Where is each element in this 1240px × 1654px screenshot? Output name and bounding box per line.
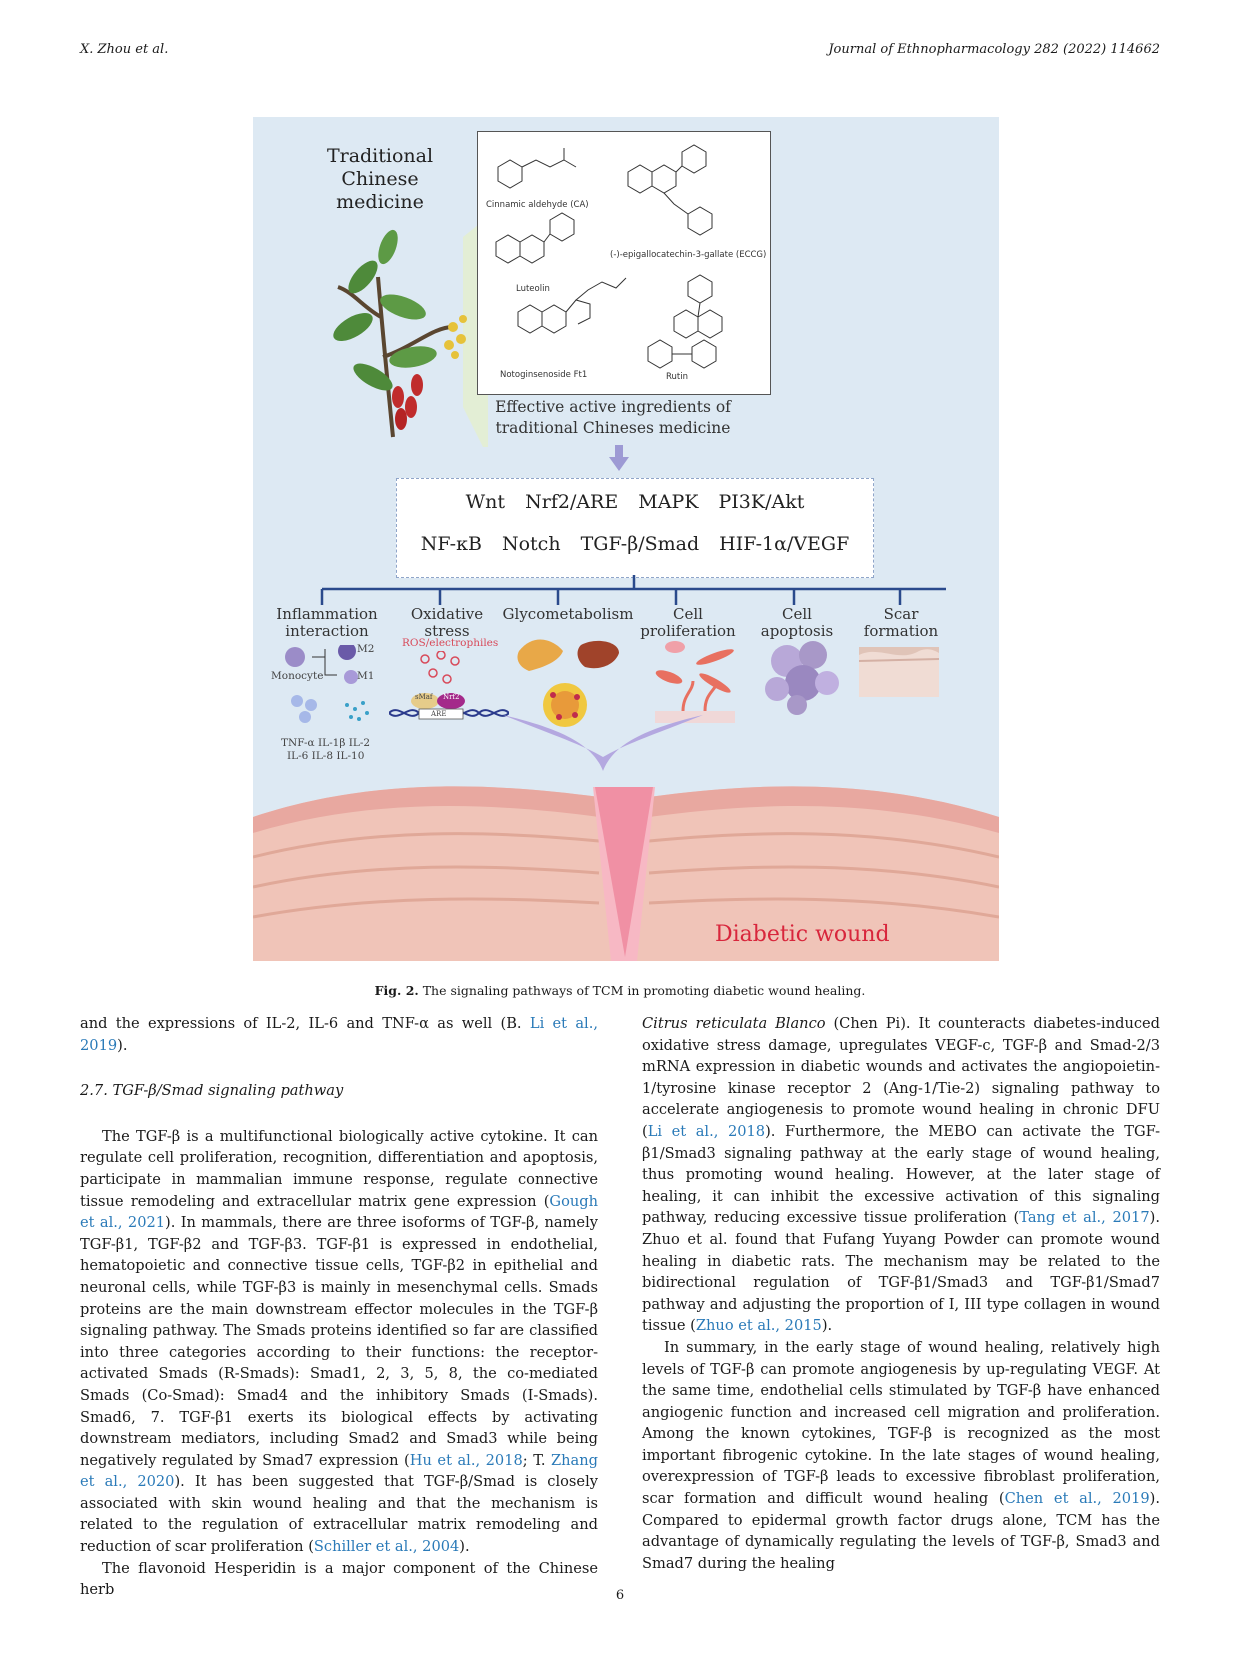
category-scar-formation-line2: formation bbox=[863, 622, 939, 640]
citation-link[interactable]: Tang et al., 2017 bbox=[1019, 1209, 1150, 1227]
nrf2-label: Nrf2 bbox=[443, 693, 460, 701]
branch-connector bbox=[253, 575, 999, 607]
pathway-wnt: Wnt bbox=[465, 491, 506, 513]
text-run: ; T. bbox=[522, 1451, 552, 1469]
text-run: ). Furthermore, the MEBO can activate the TGF-β1/Smad3 signaling pathway at the early stage of wound healing, thus promoting wound healing. However, at the later stage of healing, it can inhibit the excessive activation of this signaling pathway, reducing excessive tissue proliferation ( bbox=[642, 1122, 1161, 1227]
right-column bbox=[642, 1013, 1160, 1574]
compound-label-luteolin: Luteolin bbox=[516, 284, 550, 294]
pathways-row-2 bbox=[397, 533, 873, 555]
left-paragraph-0 bbox=[80, 1013, 598, 1056]
pathway-hif-vegf: HIF-1α/VEGF bbox=[719, 533, 850, 555]
monocyte-label: Monocyte bbox=[271, 670, 324, 682]
immune-cells-illustration bbox=[267, 645, 397, 735]
text-run: and the expressions of IL-2, IL-6 and TNF-α as well (B. bbox=[80, 1015, 530, 1032]
caption-text: The signaling pathways of TCM in promoting diabetic wound healing. bbox=[418, 983, 866, 998]
compound-label-notoginsenoside: Notoginsenoside Ft1 bbox=[500, 370, 588, 380]
left-paragraph-1 bbox=[80, 1126, 598, 1558]
page-number: 6 bbox=[615, 1588, 625, 1603]
pathway-mapk: MAPK bbox=[638, 491, 699, 513]
cytokines-line1: TNF-α IL-1β IL-2 bbox=[281, 737, 371, 749]
citation-link[interactable]: Schiller et al., 2004 bbox=[313, 1538, 460, 1556]
category-oxidative bbox=[397, 606, 497, 640]
category-glycometabolism-line1: Glycometabolism bbox=[502, 605, 634, 623]
text-run: ). Zhuo et al. found that Fufang Yuyang Powder can promote wound healing in diabetic rats. The mechanism may be related to the bidirectional regulation of TGF-β1/Smad3 and TGF-β1/Smad7 pathway and adjusting the proportion of I, III type collagen in wound tissue ( bbox=[642, 1209, 1161, 1335]
citation-link[interactable]: Hu et al., 2018 bbox=[409, 1451, 523, 1469]
figure-caption bbox=[0, 983, 1240, 998]
citation-link[interactable]: Gough et al., 2021 bbox=[80, 1192, 598, 1232]
pathways-row-1 bbox=[397, 491, 873, 513]
ros-label: ROS/electrophiles bbox=[402, 637, 499, 649]
category-oxidative-line2: stress bbox=[424, 622, 470, 640]
citation-link[interactable]: Li et al., 2019 bbox=[80, 1015, 598, 1054]
category-scar-formation-line1: Scar bbox=[883, 605, 919, 623]
scar-formation-illustration bbox=[859, 637, 939, 697]
text-run: ). bbox=[821, 1317, 833, 1335]
m2-label: M2 bbox=[357, 643, 375, 655]
right-paragraph-1 bbox=[642, 1337, 1160, 1575]
category-glycometabolism bbox=[499, 606, 637, 623]
pathway-notch: Notch bbox=[501, 533, 561, 555]
text-run: ). bbox=[117, 1036, 128, 1054]
oxidative-stress-illustration bbox=[389, 651, 509, 731]
category-oxidative-line1: Oxidative bbox=[410, 605, 484, 623]
section-heading: 2.7. TGF-β/Smad signaling pathway bbox=[80, 1082, 344, 1100]
figure-2 bbox=[253, 117, 999, 961]
compound-label-ca: Cinnamic aldehyde (CA) bbox=[486, 200, 589, 210]
down-arrow-icon bbox=[609, 445, 629, 471]
running-header-journal: Journal of Ethnopharmacology 282 (2022) 114662 bbox=[828, 42, 1160, 57]
effective-ingredients-label bbox=[453, 397, 773, 439]
figure-title-line2: Chinese medicine bbox=[336, 168, 424, 213]
cell-apoptosis-illustration bbox=[757, 631, 847, 721]
text-run: ). It has been suggested that TGF-β/Smad is closely associated with skin wound healing and that the mechanism is related to the regulation of extracellular matrix remodeling and reduction of scar proliferation ( bbox=[80, 1473, 598, 1556]
cytokines-line2: IL-6 IL-8 IL-10 bbox=[287, 750, 365, 762]
species-name: Citrus reticulata Blanco bbox=[642, 1015, 826, 1032]
text-run: In summary, in the early stage of wound healing, relatively high levels of TGF-β can promote angiogenesis by up-regulating VEGF. At the same time, endothelial cells stimulated by TGF-β have enhanced angiogenic function and increased cell migration and proliferation. Among the known cytokines, TGF-β is recognized as the most important fibrogenic cytokine. In the late stages of wound healing, overexpression of TGF-β leads to excessive fibroblast proliferation, scar formation and difficult wound healing ( bbox=[642, 1338, 1160, 1508]
category-inflammation bbox=[267, 606, 387, 640]
pathway-nrf2-are: Nrf2/ARE bbox=[525, 491, 619, 513]
pathway-pi3k-akt: PI3K/Akt bbox=[718, 491, 805, 513]
figure-title-line1: Traditional bbox=[326, 145, 434, 167]
citation-link[interactable]: Zhuo et al., 2015 bbox=[695, 1317, 822, 1335]
text-run: ). In mammals, there are three isoforms of TGF-β, namely TGF-β1, TGF-β2 and TGF-β3. TGF-β1 is expressed in endothelial, hematopoietic and connective tissue cells, TGF-β2 in epithelial and neuronal cells, while TGF-β3 is mainly in mesenchymal cells. Smads proteins are the main downstream effector molecules in the TGF-β signaling pathway. The Smads proteins identified so far are classified into three categories according to their functions: the receptor-activated Smads (R-Smads): Smad1, 2, 3, 5, 8, the co-mediated Smads (Co-Smad): Smad4 and the inhibitory Smads (I-Smads). Smad6, 7. TGF-β1 exerts its biological effects by activating downstream mediators, including Smad2 and Smad3 while being negatively regulated by Smad7 expression ( bbox=[80, 1214, 598, 1469]
text-run: ). bbox=[459, 1538, 470, 1556]
category-cell-apoptosis-line2: apoptosis bbox=[760, 622, 834, 640]
citation-link[interactable]: Zhang et al., 2020 bbox=[80, 1451, 598, 1491]
category-scar-formation bbox=[851, 606, 951, 640]
signaling-pathways-box bbox=[396, 478, 874, 578]
category-cell-apoptosis-line1: Cell bbox=[782, 605, 812, 623]
running-header-authors: X. Zhou et al. bbox=[80, 42, 169, 57]
right-paragraph-0 bbox=[642, 1013, 1160, 1337]
structure-drawings bbox=[478, 132, 770, 394]
citation-link[interactable]: Chen et al., 2019 bbox=[1004, 1490, 1150, 1508]
left-paragraph-2: The flavonoid Hesperidin is a major component of the Chinese herb bbox=[80, 1559, 598, 1599]
figure-title bbox=[295, 145, 465, 214]
effective-line2: traditional Chineses medicine bbox=[495, 419, 731, 437]
maf-label: sMaf bbox=[415, 693, 433, 701]
category-inflammation-line2: interaction bbox=[285, 622, 369, 640]
left-column bbox=[80, 1013, 598, 1601]
caption-label: Fig. 2. bbox=[374, 983, 419, 998]
text-run: The TGF-β is a multifunctional biologically active cytokine. It can regulate cell proliferation, recognition, differentiation and apoptosis, participate in mammalian immune response, regulate connective tissue remodeling and extracellular matrix gene expression ( bbox=[80, 1127, 598, 1210]
citation-link[interactable]: Li et al., 2018 bbox=[647, 1122, 766, 1140]
m1-label: M1 bbox=[357, 670, 375, 682]
compound-label-rutin: Rutin bbox=[666, 372, 688, 382]
category-cell-proliferation-line1: Cell bbox=[673, 605, 703, 623]
pathway-nf-kb: NF-κB bbox=[420, 533, 482, 555]
compound-label-egcg: (-)-epigallocatechin-3-gallate (ECCG) bbox=[610, 250, 767, 260]
are-label: ARE bbox=[431, 710, 447, 718]
effective-line1: Effective active ingredients of bbox=[495, 398, 731, 416]
chemical-structures-panel bbox=[477, 131, 771, 395]
diabetic-wound-label: Diabetic wound bbox=[715, 922, 890, 947]
category-inflammation-line1: Inflammation bbox=[276, 605, 378, 623]
category-cell-proliferation-line2: proliferation bbox=[640, 622, 736, 640]
text-run: ). Compared to epidermal growth factor drugs alone, TCM has the advantage of dynamically regulating the levels of TGF-β, Smad3 and Smad7 during the healing bbox=[642, 1490, 1161, 1572]
text-run: (Chen Pi). It counteracts diabetes-induced oxidative stress damage, upregulates VEGF-c, TGF-β and Smad-2/3 mRNA expression in diabetic wounds and activates the angiopoietin-1/tyrosine kinase receptor 2 (Ang-1/Tie-2) signaling pathway to accelerate angiogenesis to promote wound healing in chronic DFU ( bbox=[642, 1015, 1160, 1140]
pathway-tgf-smad: TGF-β/Smad bbox=[580, 533, 700, 555]
